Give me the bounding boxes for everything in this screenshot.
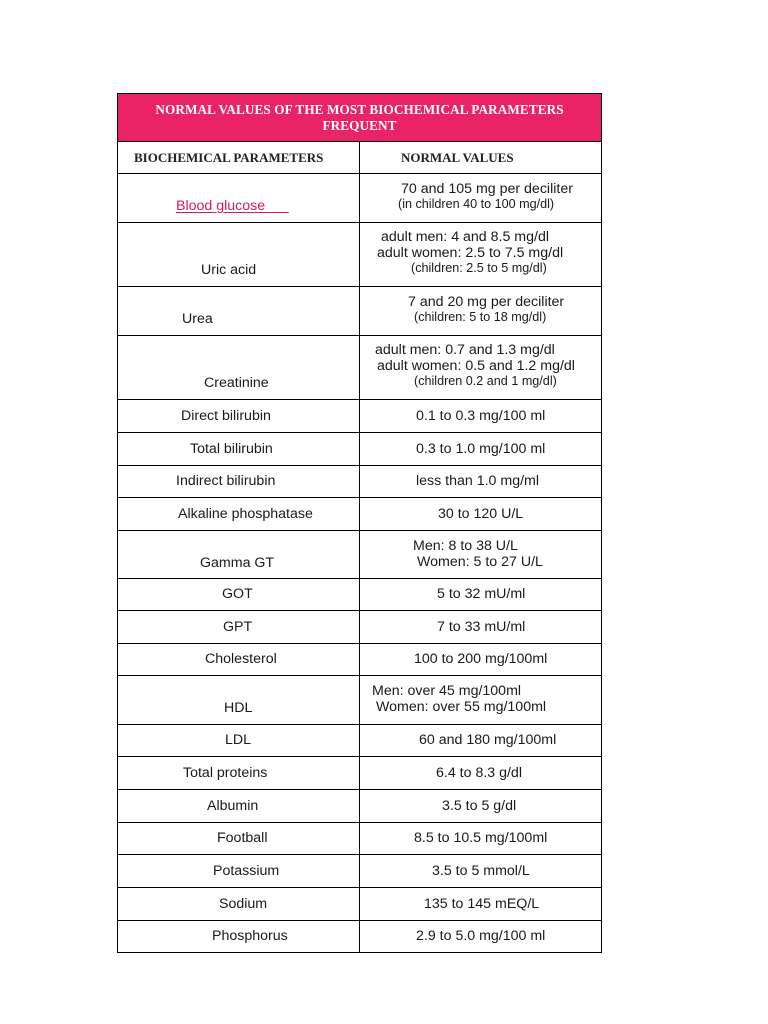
normal-value-cell xyxy=(360,611,602,644)
table-row xyxy=(118,676,602,725)
parameter-blood-glucose-link[interactable]: Blood glucose xyxy=(176,198,289,214)
parameter-cell xyxy=(118,921,360,953)
table-body xyxy=(118,174,602,953)
table-title-line-2: FREQUENT xyxy=(322,117,397,133)
parameter-cell xyxy=(118,644,360,676)
normal-value-cell xyxy=(360,823,602,855)
parameter-total-proteins: Total proteins xyxy=(183,765,268,781)
normal-value-line: 8.5 to 10.5 mg/100ml xyxy=(414,830,548,846)
parameter-cell xyxy=(118,790,360,823)
normal-value-line: 60 and 180 mg/100ml xyxy=(419,732,557,748)
normal-value-line: 3.5 to 5 g/dl xyxy=(442,798,517,814)
table-row xyxy=(118,336,602,400)
parameter-header-text: BIOCHEMICAL PARAMETERS xyxy=(134,149,324,165)
normal-value-line: Men: 8 to 38 U/L xyxy=(413,538,518,554)
table-row xyxy=(118,433,602,466)
parameter-cell xyxy=(118,466,360,498)
parameter-creatinine: Creatinine xyxy=(204,375,269,391)
table-row xyxy=(118,888,602,921)
normal-value-cell xyxy=(360,855,602,888)
normal-value-line: 100 to 200 mg/100ml xyxy=(414,651,548,667)
parameter-cell xyxy=(118,498,360,531)
parameter-sodium: Sodium xyxy=(219,896,268,912)
table-row xyxy=(118,498,602,531)
parameter-cell xyxy=(118,611,360,644)
normal-value-line: less than 1.0 mg/ml xyxy=(416,473,540,489)
normal-value-line: adult women: 0.5 and 1.2 mg/dl xyxy=(377,358,575,374)
normal-value-line: (children: 5 to 18 mg/dl) xyxy=(414,310,547,324)
parameter-got: GOT xyxy=(222,586,253,602)
table-row xyxy=(118,531,602,579)
normal-value-line: (children 0.2 and 1 mg/dl) xyxy=(414,374,557,388)
normal-value-line: 135 to 145 mEQ/L xyxy=(424,896,540,912)
parameter-gamma-gt: Gamma GT xyxy=(200,555,275,571)
normal-value-line: 3.5 to 5 mmol/L xyxy=(432,863,530,879)
table-row xyxy=(118,223,602,287)
normal-value-line: Women: 5 to 27 U/L xyxy=(417,554,543,570)
parameter-cell xyxy=(118,823,360,855)
parameter-indirect-bilirubin: Indirect bilirubin xyxy=(176,473,276,489)
parameter-albumin: Albumin xyxy=(207,798,259,814)
parameter-column-header xyxy=(118,142,360,174)
parameter-cell xyxy=(118,400,360,433)
normal-value-cell xyxy=(360,336,602,400)
normal-value-cell xyxy=(360,498,602,531)
parameter-uric-acid: Uric acid xyxy=(201,262,257,278)
normal-value-cell xyxy=(360,400,602,433)
table-row xyxy=(118,757,602,790)
normal-value-line: (children: 2.5 to 5 mg/dl) xyxy=(411,261,547,275)
header-row xyxy=(118,142,602,174)
table-row xyxy=(118,644,602,676)
normal-value-line: adult men: 4 and 8.5 mg/dl xyxy=(381,229,549,245)
biochemical-values-table xyxy=(117,93,602,953)
normal-value-line: 2.9 to 5.0 mg/100 ml xyxy=(416,928,546,944)
table-row xyxy=(118,725,602,757)
parameter-cell xyxy=(118,223,360,287)
table-row xyxy=(118,790,602,823)
table-row xyxy=(118,400,602,433)
parameter-urea: Urea xyxy=(182,311,213,327)
parameter-football: Football xyxy=(217,830,268,846)
parameter-phosphorus: Phosphorus xyxy=(212,928,288,944)
normal-value-line: Women: over 55 mg/100ml xyxy=(376,699,547,715)
table-row xyxy=(118,921,602,953)
normal-value-line: (in children 40 to 100 mg/dl) xyxy=(398,197,555,211)
normal-value-line: adult men: 0.7 and 1.3 mg/dl xyxy=(375,342,555,358)
parameter-cell xyxy=(118,336,360,400)
normal-value-cell xyxy=(360,466,602,498)
value-header-text: NORMAL VALUES xyxy=(401,149,514,165)
normal-value-line: 6.4 to 8.3 g/dl xyxy=(436,765,522,781)
table-row xyxy=(118,855,602,888)
normal-value-cell xyxy=(360,790,602,823)
normal-value-cell xyxy=(360,888,602,921)
normal-value-line: 5 to 32 mU/ml xyxy=(437,586,526,602)
parameter-alkaline-phosphatase: Alkaline phosphatase xyxy=(178,506,313,522)
parameter-cell xyxy=(118,433,360,466)
table-title xyxy=(118,94,602,142)
parameter-hdl: HDL xyxy=(224,700,253,716)
parameter-ldl: LDL xyxy=(225,732,252,748)
parameter-potassium: Potassium xyxy=(213,863,280,879)
title-row xyxy=(118,94,602,142)
parameter-cell xyxy=(118,888,360,921)
table-row xyxy=(118,579,602,611)
parameter-cell xyxy=(118,579,360,611)
parameter-cell xyxy=(118,757,360,790)
table-row xyxy=(118,466,602,498)
value-column-header xyxy=(360,142,602,174)
table-row xyxy=(118,611,602,644)
parameter-total-bilirubin: Total bilirubin xyxy=(190,441,273,457)
normal-value-line: 0.3 to 1.0 mg/100 ml xyxy=(416,441,546,457)
normal-value-cell xyxy=(360,579,602,611)
normal-value-cell xyxy=(360,223,602,287)
table-row xyxy=(118,174,602,223)
parameter-cholesterol: Cholesterol xyxy=(205,651,277,667)
normal-value-line: 0.1 to 0.3 mg/100 ml xyxy=(416,408,546,424)
parameter-cell xyxy=(118,855,360,888)
normal-value-cell xyxy=(360,725,602,757)
normal-value-cell xyxy=(360,433,602,466)
normal-value-cell xyxy=(360,757,602,790)
parameter-cell xyxy=(118,676,360,725)
normal-value-cell xyxy=(360,676,602,725)
normal-value-line: Men: over 45 mg/100ml xyxy=(372,683,522,699)
parameter-cell xyxy=(118,174,360,223)
table-row xyxy=(118,823,602,855)
table-row xyxy=(118,287,602,336)
table-title-line-1: NORMAL VALUES OF THE MOST BIOCHEMICAL PARAMETERS xyxy=(155,101,564,117)
parameter-cell xyxy=(118,287,360,336)
normal-value-line: 70 and 105 mg per deciliter xyxy=(401,181,573,197)
parameter-direct-bilirubin: Direct bilirubin xyxy=(181,408,271,424)
normal-value-cell xyxy=(360,287,602,336)
normal-value-cell xyxy=(360,644,602,676)
parameter-cell xyxy=(118,725,360,757)
parameter-gpt: GPT xyxy=(223,619,253,635)
normal-value-line: 7 and 20 mg per deciliter xyxy=(408,294,565,310)
normal-value-cell xyxy=(360,174,602,223)
normal-value-line: 30 to 120 U/L xyxy=(438,506,524,522)
normal-value-line: 7 to 33 mU/ml xyxy=(437,619,526,635)
parameter-cell xyxy=(118,531,360,579)
normal-value-cell xyxy=(360,921,602,953)
normal-value-line: adult women: 2.5 to 7.5 mg/dl xyxy=(377,245,564,261)
normal-value-cell xyxy=(360,531,602,579)
